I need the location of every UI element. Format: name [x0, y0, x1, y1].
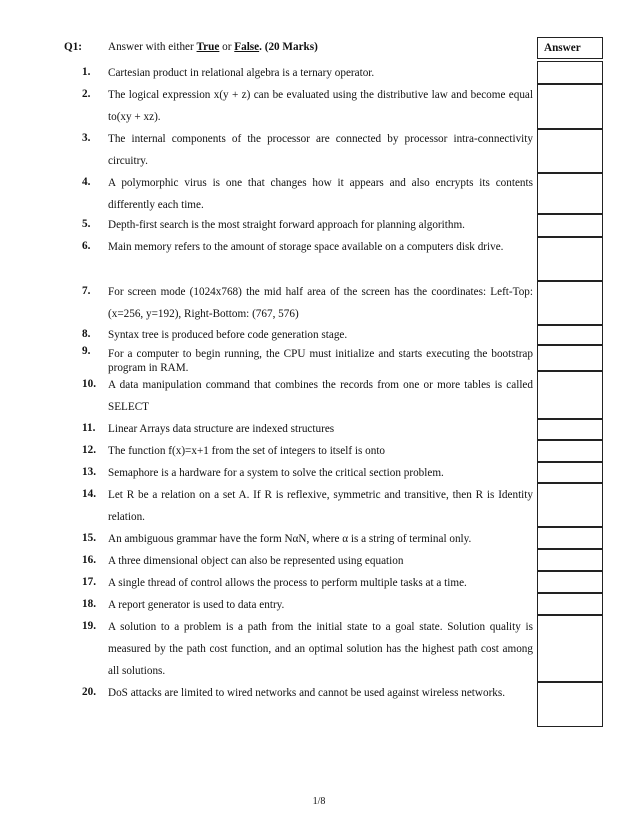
answer-box[interactable]: [537, 325, 603, 345]
answer-box[interactable]: [537, 682, 603, 727]
question-text: A data manipulation command that combines the records from one or more tables is called SELECT: [108, 379, 533, 413]
question-number: 1.: [82, 66, 91, 78]
question-text: An ambiguous grammar have the form NαN, where α is a string of terminal only.: [108, 533, 472, 545]
question-text: A single thread of control allows the process to perform multiple tasks at a time.: [108, 577, 467, 589]
question-number: 7.: [82, 285, 91, 297]
answer-box[interactable]: [537, 549, 603, 571]
question-number: 12.: [82, 444, 96, 456]
answer-box[interactable]: [537, 61, 603, 84]
answer-box[interactable]: [537, 419, 603, 440]
question-text: For screen mode (1024x768) the mid half area of the screen has the coordinates: Left-Top: (x=256, y=192), Right-Bottom: (767, 576): [108, 286, 533, 320]
question-number: 6.: [82, 240, 91, 252]
question-text: A report generator is used to data entry.: [108, 599, 285, 611]
answer-box[interactable]: [537, 371, 603, 419]
false-word: False: [234, 41, 260, 53]
answer-box[interactable]: [537, 615, 603, 682]
question-number: 20.: [82, 686, 96, 698]
question-number: 9.: [82, 345, 91, 357]
marks-text: . (20 Marks): [259, 41, 318, 53]
question-number: 15.: [82, 532, 96, 544]
question-text: A solution to a problem is a path from the initial state to a goal state. Solution quality is measured by the path cost function, and an optimal solution has the highest path cost among all solutions.: [108, 621, 533, 677]
question-text: A three dimensional object can also be represented using equation: [108, 555, 404, 567]
answer-box[interactable]: [537, 173, 603, 214]
question-number: 2.: [82, 88, 91, 100]
question-number: 19.: [82, 620, 96, 632]
question-number: 5.: [82, 218, 91, 230]
answer-box[interactable]: [537, 571, 603, 593]
question-number: 18.: [82, 598, 96, 610]
question-text: Syntax tree is produced before code generation stage.: [108, 329, 348, 341]
question-text: The logical expression x(y + z) can be evaluated using the distributive law and become equal to(xy + xz).: [108, 89, 533, 123]
true-word: True: [196, 41, 220, 53]
answer-box[interactable]: [537, 527, 603, 549]
question-number: 16.: [82, 554, 96, 566]
answer-box[interactable]: [537, 483, 603, 527]
question-text: Let R be a relation on a set A. If R is reflexive, symmetric and transitive, then R is Identity relation.: [108, 489, 533, 523]
answer-box[interactable]: [537, 462, 603, 483]
answer-box[interactable]: [537, 345, 603, 371]
question-text: Main memory refers to the amount of storage space available on a computers disk drive.: [108, 241, 504, 253]
question-text: Linear Arrays data structure are indexed structures: [108, 423, 335, 435]
question-number: 10.: [82, 378, 96, 390]
answer-box[interactable]: [537, 237, 603, 281]
question-number: 13.: [82, 466, 96, 478]
answer-box[interactable]: [537, 281, 603, 325]
answer-column-header: Answer: [537, 37, 603, 59]
instruction-prefix: Answer with either: [108, 41, 197, 53]
question-text: A polymorphic virus is one that changes how it appears and also encrypts its contents differently each time.: [108, 177, 533, 211]
question-number: 14.: [82, 488, 96, 500]
or-word: or: [219, 41, 235, 53]
question-text: The internal components of the processor are connected by processor intra-connectivity circuitry.: [108, 133, 533, 167]
question-text: Cartesian product in relational algebra is a ternary operator.: [108, 67, 375, 79]
question-number: 3.: [82, 132, 91, 144]
question-text: For a computer to begin running, the CPU must initialize and starts executing the bootstrap program in RAM.: [108, 348, 533, 374]
question-number: 4.: [82, 176, 91, 188]
answer-box[interactable]: [537, 440, 603, 462]
answer-box[interactable]: [537, 84, 603, 129]
question-text: The function f(x)=x+1 from the set of integers to itself is onto: [108, 445, 386, 457]
answer-box[interactable]: [537, 593, 603, 615]
question-number: 17.: [82, 576, 96, 588]
question-text: DoS attacks are limited to wired networks and cannot be used against wireless networks.: [108, 687, 506, 699]
question-text: Semaphore is a hardware for a system to solve the critical section problem.: [108, 467, 444, 479]
page-number: 1/8: [312, 796, 326, 807]
question-number: 11.: [82, 422, 96, 434]
answer-box[interactable]: [537, 214, 603, 237]
question-number: 8.: [82, 328, 91, 340]
question-label: Q1:: [64, 41, 83, 53]
question-text: Depth-first search is the most straight forward approach for planning algorithm.: [108, 219, 465, 231]
answer-box[interactable]: [537, 129, 603, 173]
